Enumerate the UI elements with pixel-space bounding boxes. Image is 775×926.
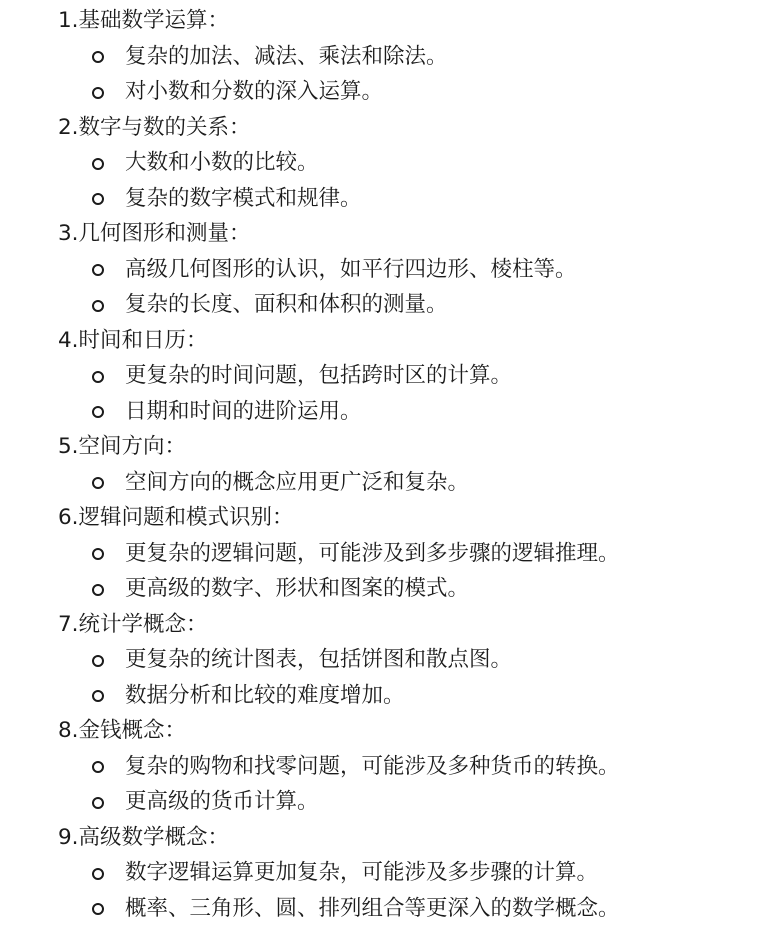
bullet-icon (92, 51, 104, 63)
list-item-text: 大数和小数的比较。 (125, 150, 319, 175)
list-item-text: 概率、三角形、圆、排列组合等更深入的数学概念。 (125, 896, 620, 921)
list-item-text: 更复杂的逻辑问题，可能涉及到多步骤的逻辑推理。 (125, 541, 620, 566)
list-item-text: 更高级的货币计算。 (125, 789, 319, 814)
list-item (0, 571, 775, 607)
section-title: 基础数学运算： (79, 8, 230, 33)
list-item (0, 181, 775, 217)
section-title: 数字与数的关系： (79, 115, 251, 140)
list-item (0, 74, 775, 110)
section-number: 9. (58, 820, 79, 856)
section-title: 时间和日历： (79, 328, 208, 353)
section-number: 2. (58, 110, 79, 146)
section-title: 逻辑问题和模式识别： (79, 505, 294, 530)
list-item-text: 更复杂的统计图表，包括饼图和散点图。 (125, 647, 512, 672)
list-item-text: 更高级的数字、形状和图案的模式。 (125, 576, 469, 601)
section-heading (0, 820, 775, 856)
bullet-icon (92, 797, 104, 809)
list-item (0, 358, 775, 394)
list-item-text: 对小数和分数的深入运算。 (125, 79, 383, 104)
bullet-icon (92, 584, 104, 596)
list-item (0, 749, 775, 785)
section-heading (0, 713, 775, 749)
section-heading (0, 3, 775, 39)
list-item (0, 642, 775, 678)
section-heading (0, 323, 775, 359)
list-item (0, 891, 775, 926)
section-heading (0, 500, 775, 536)
section-number: 8. (58, 713, 79, 749)
bullet-icon (92, 903, 104, 915)
section-title: 空间方向： (79, 434, 187, 459)
section-number: 1. (58, 3, 79, 39)
list-item (0, 287, 775, 323)
bullet-icon (92, 406, 104, 418)
list-item (0, 678, 775, 714)
bullet-icon (92, 300, 104, 312)
list-item-text: 复杂的数字模式和规律。 (125, 186, 362, 211)
bullet-icon (92, 87, 104, 99)
list-item-text: 复杂的购物和找零问题，可能涉及多种货币的转换。 (125, 754, 620, 779)
section-heading (0, 607, 775, 643)
bullet-icon (92, 158, 104, 170)
bullet-icon (92, 548, 104, 560)
bullet-icon (92, 371, 104, 383)
bullet-icon (92, 264, 104, 276)
bullet-icon (92, 868, 104, 880)
bullet-icon (92, 193, 104, 205)
list-item (0, 784, 775, 820)
list-item-text: 高级几何图形的认识，如平行四边形、棱柱等。 (125, 257, 577, 282)
bullet-icon (92, 690, 104, 702)
list-item (0, 145, 775, 181)
section-number: 4. (58, 323, 79, 359)
list-item (0, 855, 775, 891)
list-item-text: 数据分析和比较的难度增加。 (125, 683, 405, 708)
list-item (0, 394, 775, 430)
section-title: 统计学概念： (79, 612, 208, 637)
list-item-text: 数字逻辑运算更加复杂，可能涉及多步骤的计算。 (125, 860, 598, 885)
list-item-text: 更复杂的时间问题，包括跨时区的计算。 (125, 363, 512, 388)
bullet-icon (92, 477, 104, 489)
section-number: 3. (58, 216, 79, 252)
section-number: 6. (58, 500, 79, 536)
section-heading (0, 429, 775, 465)
section-title: 高级数学概念： (79, 825, 230, 850)
section-title: 几何图形和测量： (79, 221, 251, 246)
section-heading (0, 110, 775, 146)
list-item (0, 39, 775, 75)
bullet-icon (92, 761, 104, 773)
list-item-text: 复杂的长度、面积和体积的测量。 (125, 292, 448, 317)
list-item-text: 日期和时间的进阶运用。 (125, 399, 362, 424)
section-title: 金钱概念： (79, 718, 187, 743)
list-item-text: 复杂的加法、减法、乘法和除法。 (125, 44, 448, 69)
list-item (0, 536, 775, 572)
list-item-text: 空间方向的概念应用更广泛和复杂。 (125, 470, 469, 495)
list-item (0, 252, 775, 288)
section-number: 7. (58, 607, 79, 643)
list-item (0, 465, 775, 501)
bullet-icon (92, 655, 104, 667)
section-number: 5. (58, 429, 79, 465)
section-heading (0, 216, 775, 252)
